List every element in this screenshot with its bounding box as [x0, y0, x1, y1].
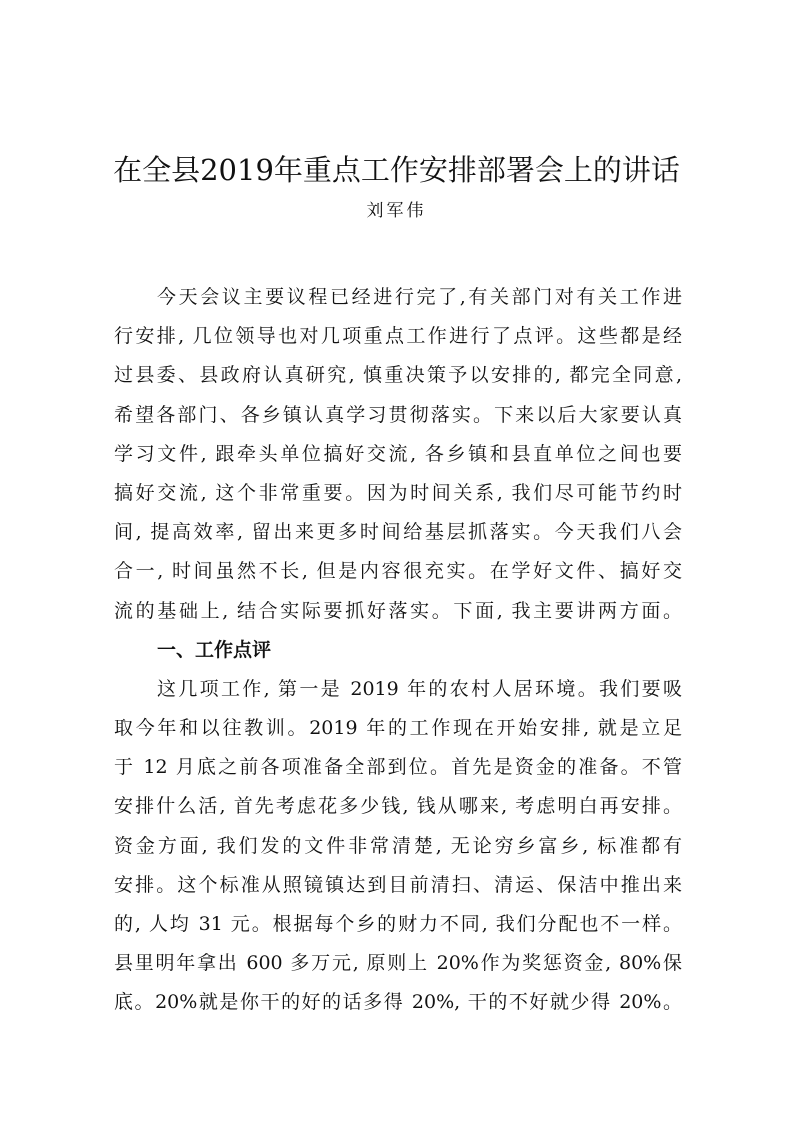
text-line: 过县委、县政府认真研究, 慎重决策予以安排的, 都完全同意, — [114, 364, 682, 387]
text-line: 安排什么活, 首先考虑花多少钱, 钱从哪来, 考虑明白再安排。 — [114, 795, 682, 818]
text-line: 搞好交流, 这个非常重要。因为时间关系, 我们尽可能节约时 — [114, 481, 682, 504]
text-line: 今天会议主要议程已经进行完了,有关部门对有关工作进 — [157, 286, 682, 308]
text-line: 取今年和以往教训。2019 年的工作现在开始安排, 就是立足 — [114, 717, 682, 740]
text-line: 县里明年拿出 600 多万元, 原则上 20%作为奖惩资金, 80%保 — [114, 952, 682, 975]
paragraph-intro — [114, 278, 682, 631]
section-heading: 一、工作点评 — [157, 638, 272, 661]
document-title: 在全县2019年重点工作安排部署会上的讲话 — [113, 153, 680, 187]
text-line: 希望各部门、各乡镇认真学习贯彻落实。下来以后大家要认真 — [114, 403, 682, 426]
text-line: 学习文件, 跟牵头单位搞好交流, 各乡镇和县直单位之间也要 — [114, 442, 682, 465]
document-author: 刘军伟 — [366, 201, 427, 221]
text-line: 资金方面, 我们发的文件非常清楚, 无论穷乡富乡, 标准都有 — [114, 834, 682, 857]
text-line: 这几项工作, 第一是 2019 年的农村人居环境。我们要吸 — [157, 677, 682, 700]
text-line: 间, 提高效率, 留出来更多时间给基层抓落实。今天我们八会 — [114, 521, 682, 544]
text-line: 行安排, 几位领导也对几项重点工作进行了点评。这些都是经 — [114, 325, 682, 348]
text-line: 流的基础上, 结合实际要抓好落实。下面, 我主要讲两方面。 — [114, 599, 682, 622]
text-line: 底。20%就是你干的好的话多得 20%, 干的不好就少得 20%。 — [114, 991, 682, 1014]
text-line: 安排。这个标准从照镜镇达到目前清扫、清运、保洁中推出来 — [114, 873, 682, 896]
document-body — [114, 278, 682, 1023]
text-line: 合一, 时间虽然不长, 但是内容很充实。在学好文件、搞好交 — [114, 560, 682, 583]
text-line: 的, 人均 31 元。根据每个乡的财力不同, 我们分配也不一样。 — [114, 913, 682, 935]
text-line: 于 12 月底之前各项准备全部到位。首先是资金的准备。不管 — [114, 756, 682, 779]
paragraph-work-review — [114, 670, 682, 1023]
